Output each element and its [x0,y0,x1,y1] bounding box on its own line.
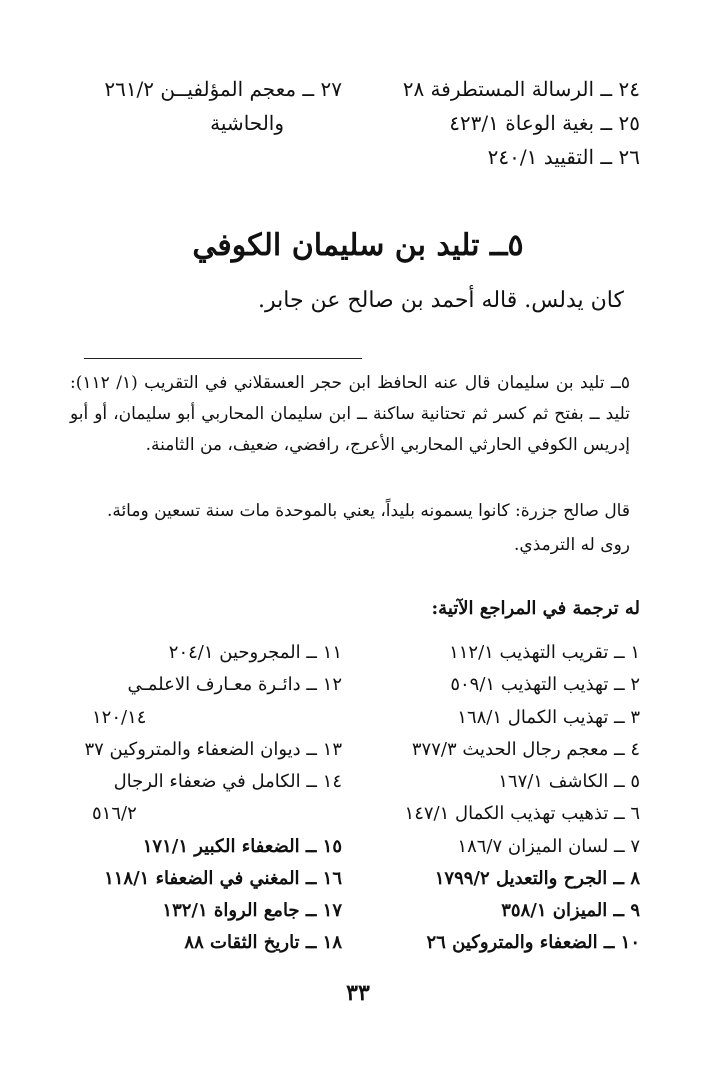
footnote-divider [84,358,362,359]
entry-heading: ٥ــ تليد بن سليمان الكوفي [192,228,524,263]
reference-item-15: ١٥ ــ الضعفاء الكبير ١٧١/١ [142,836,342,857]
references-heading: له ترجمة في المراجع الآتية: [431,598,640,619]
reference-item-12: ١٢ ــ دائـرة معـارف الاعلمـي [127,674,342,695]
reference-item-12-continuation: ١٢٠/١٤ [92,707,147,728]
reference-item-9: ٩ ــ الميزان ٣٥٨/١ [501,900,640,921]
reference-item-7: ٧ ــ لسان الميزان ١٨٦/٧ [457,836,640,857]
reference-item-3: ٣ ــ تهذيب الكمال ١٦٨/١ [457,707,640,728]
reference-item-10: ١٠ ــ الضعفاء والمتروكين ٢٦ [426,932,640,953]
footnote-paragraph-3: روى له الترمذي. [514,535,630,555]
reference-item-16: ١٦ ــ المغني في الضعفاء ١١٨/١ [104,868,342,889]
top-ref-27: ٢٧ ــ معجم المؤلفيــن ٢٦١/٢ [104,77,342,101]
reference-item-14: ١٤ ــ الكامل في ضعفاء الرجال [113,771,342,792]
reference-item-18: ١٨ ــ تاريخ الثقات ٨٨ [184,932,342,953]
reference-item-2: ٢ ــ تهذيب التهذيب ٥٠٩/١ [450,674,640,695]
reference-item-6: ٦ ــ تذهيب تهذيب الكمال ١٤٧/١ [404,803,640,824]
reference-item-11: ١١ ــ المجروحين ٢٠٤/١ [168,642,342,663]
top-ref-24: ٢٤ ــ الرسالة المستطرفة ٢٨ [402,77,640,101]
top-ref-25: ٢٥ ــ بغية الوعاة ٤٢٣/١ [449,111,640,135]
footnote-paragraph-1: ٥ــ تليد بن سليمان قال عنه الحافظ ابن حجر العسقلاني في التقريب (١/ ١١٢): تليد ــ بفتح ثم كسر ثم تحتانية ساكنة ــ ابن سليمان المحاربي أبو سليمان، أو أبو إدريس الكوفي الحارثي المحاربي الأعرج، رافضي، ضعيف، من الثامنة. [70,373,630,455]
reference-item-5: ٥ ــ الكاشف ١٦٧/١ [498,771,640,792]
reference-item-13: ١٣ ــ ديوان الضعفاء والمتروكين ٣٧ [84,739,342,760]
reference-item-1: ١ ــ تقريب التهذيب ١١٢/١ [449,642,640,663]
page-number: ٣٣ [346,980,370,1006]
entry-quote: كان يدلس. قاله أحمد بن صالح عن جابر. [258,288,624,313]
top-ref-27-continuation: والحاشية [210,111,284,135]
reference-item-14-continuation: ٥١٦/٢ [92,803,137,824]
footnote-paragraph-2: قال صالح جزرة: كانوا يسمونه بليداً، يعني بالموحدة مات سنة تسعين ومائة. [106,501,630,521]
reference-item-17: ١٧ ــ جامع الرواة ١٣٢/١ [162,900,342,921]
reference-item-4: ٤ ــ معجم رجال الحديث ٣٧٧/٣ [411,739,640,760]
top-ref-26: ٢٦ ــ التقييد ٢٤٠/١ [487,145,640,169]
reference-item-8: ٨ ــ الجرح والتعديل ١٧٩٩/٢ [434,868,640,889]
